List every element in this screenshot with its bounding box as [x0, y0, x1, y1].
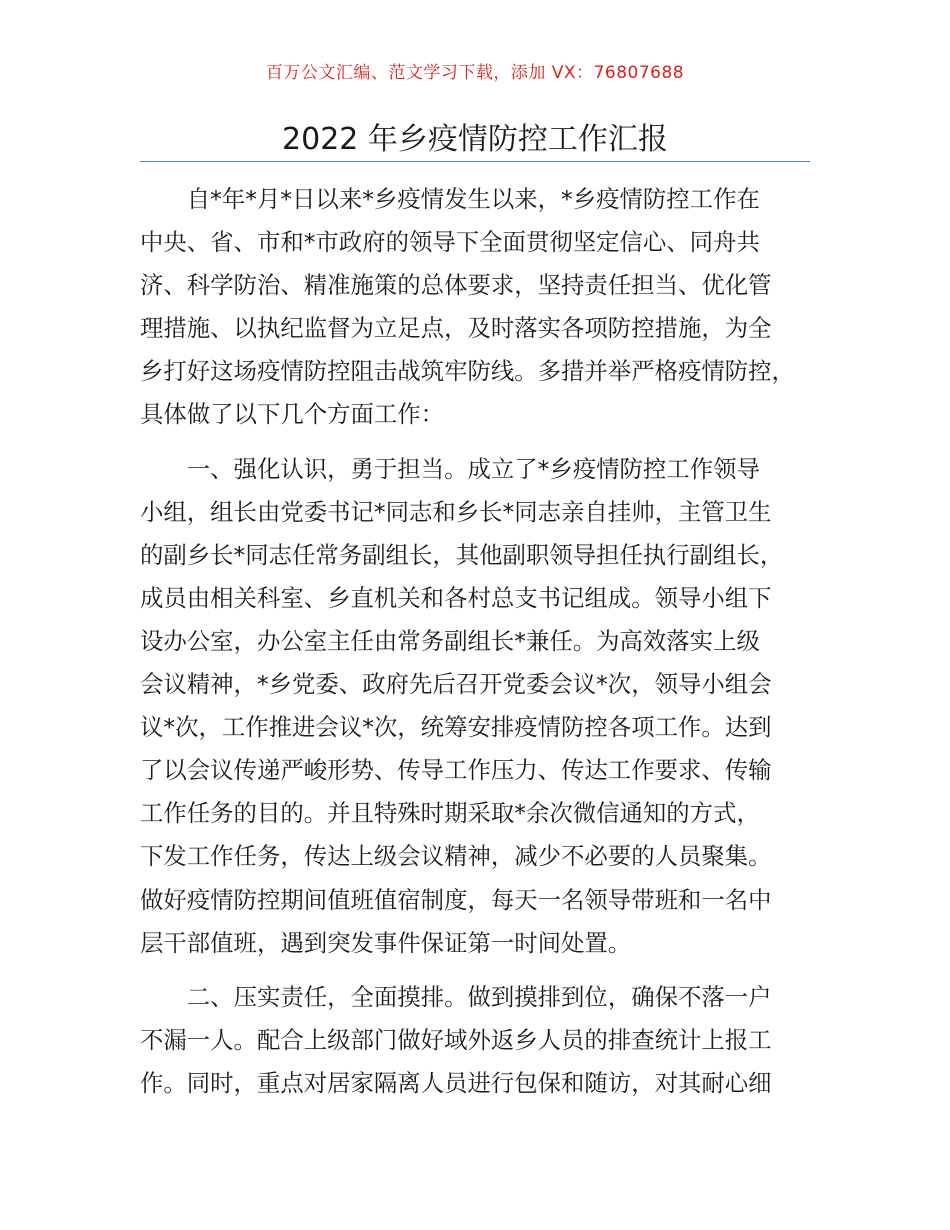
text-line: 自*年*月*日以来*乡疫情发生以来，*乡疫情防控工作在	[186, 185, 760, 213]
document-body	[140, 178, 812, 1105]
document-title: 2022 年乡疫情防控工作汇报	[282, 122, 668, 157]
text-line: 了以会议传递严峻形势、传导工作压力、传达工作要求、传输	[140, 756, 772, 785]
text-line: 一、强化认识，勇于担当。成立了*乡疫情防控工作领导	[186, 454, 760, 483]
paragraph-section-1	[140, 448, 812, 965]
text-line: 作。同时，重点对居家隔离人员进行包保和随访，对其耐心细	[140, 1068, 772, 1097]
title-divider	[140, 161, 810, 162]
text-line: 层干部值班，遇到突发事件保证第一时间处置。	[140, 928, 632, 957]
text-line: 济、科学防治、精准施策的总体要求，坚持责任担当、优化管	[140, 271, 772, 300]
paragraph-intro	[140, 178, 812, 437]
header-note: 百万公文汇编、范文学习下载，添加 VX：76807688	[265, 63, 685, 83]
text-line: 二、压实责任，全面摸排。做到摸排到位，确保不落一户	[186, 982, 772, 1011]
text-line: 不漏一人。配合上级部门做好域外返乡人员的排查统计上报工	[140, 1025, 772, 1054]
text-line: 成员由相关科室、乡直机关和各村总支书记组成。领导小组下	[140, 583, 772, 612]
paragraph-section-2	[140, 976, 812, 1105]
text-line: 的副乡长*同志任常务副组长，其他副职领导担任执行副组长，	[140, 540, 784, 569]
text-line: 下发工作任务，传达上级会议精神，减少不必要的人员聚集。	[140, 842, 772, 871]
text-line: 具体做了以下几个方面工作：	[140, 400, 445, 429]
text-line: 议*次，工作推进会议*次，统筹安排疫情防控各项工作。达到	[140, 713, 772, 742]
text-line: 会议精神，*乡党委、政府先后召开党委会议*次，领导小组会	[140, 670, 772, 699]
text-line: 小组，组长由党委书记*同志和乡长*同志亲自挂帅，主管卫生	[140, 497, 772, 526]
text-line: 做好疫情防控期间值班值宿制度，每天一名领导带班和一名中	[140, 885, 772, 914]
text-line: 乡打好这场疫情防控阻击战筑牢防线。多措并举严格疫情防控，	[140, 357, 795, 386]
text-line: 工作任务的目的。并且特殊时期采取*余次微信通知的方式，	[140, 799, 760, 828]
text-line: 理措施、以执纪监督为立足点，及时落实各项防控措施，为全	[140, 314, 772, 343]
text-line: 中央、省、市和*市政府的领导下全面贯彻坚定信心、同舟共	[140, 228, 760, 257]
text-line: 设办公室，办公室主任由常务副组长*兼任。为高效落实上级	[140, 626, 760, 655]
